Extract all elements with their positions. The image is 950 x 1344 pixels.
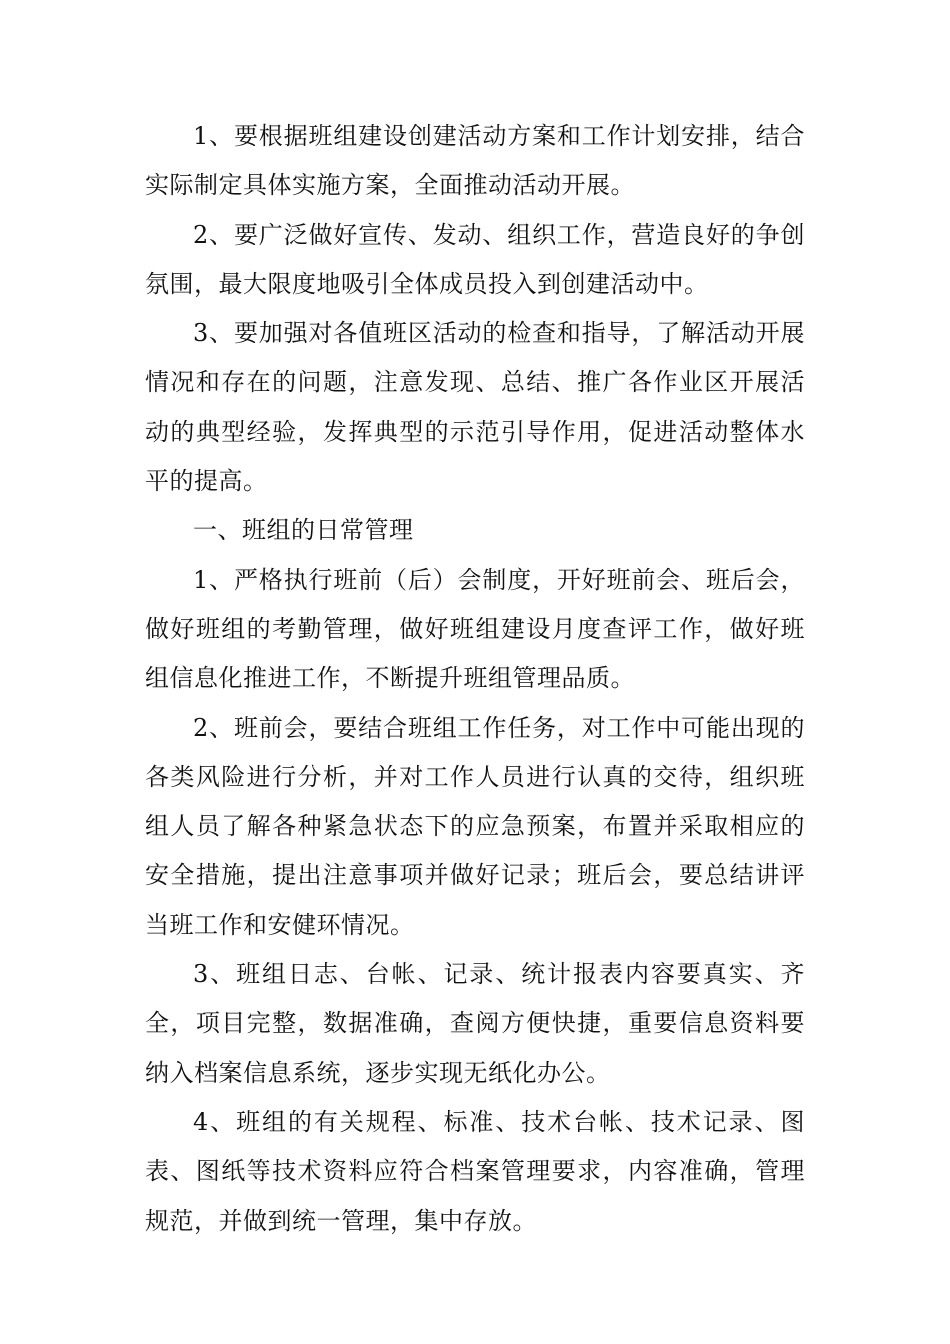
paragraph-plan-implementation: 1、要根据班组建设创建活动方案和工作计划安排，结合实际制定具体实施方案，全面推动活动开展。 — [145, 122, 805, 200]
paragraph-meeting-system: 1、严格执行班前（后）会制度，开好班前会、班后会，做好班组的考勤管理，做好班组建设月度查评工作，做好班组信息化推进工作，不断提升班组管理品质。 — [145, 565, 805, 693]
paragraph-publicity: 2、要广泛做好宣传、发动、组织工作，营造良好的争创氛围，最大限度地吸引全体成员投入到创建活动中。 — [145, 220, 805, 298]
paragraph-pre-shift-meeting: 2、班前会，要结合班组工作任务，对工作中可能出现的各类风险进行分析，并对工作人员进行认真的交待，组织班组人员了解各种紧急状态下的应急预案，布置并采取相应的安全措施，提出注意事项并做好记录；班后会，要总结讲评当班工作和安健环情况。 — [145, 713, 805, 939]
paragraph-technical-documents: 4、班组的有关规程、标准、技术台帐、技术记录、图表、图纸等技术资料应符合档案管理要求，内容准确，管理规范，并做到统一管理，集中存放。 — [145, 1107, 805, 1235]
paragraph-records: 3、班组日志、台帐、记录、统计报表内容要真实、齐全，项目完整，数据准确，查阅方便快捷，重要信息资料要纳入档案信息系统，逐步实现无纸化办公。 — [145, 960, 805, 1087]
paragraph-inspection-guidance: 3、要加强对各值班区活动的检查和指导，了解活动开展情况和存在的问题，注意发现、总结、推广各作业区开展活动的典型经验，发挥典型的示范引导作用，促进活动整体水平的提高。 — [145, 319, 805, 496]
document-body — [145, 112, 805, 1246]
section-heading: 一、班组的日常管理 — [193, 516, 414, 545]
